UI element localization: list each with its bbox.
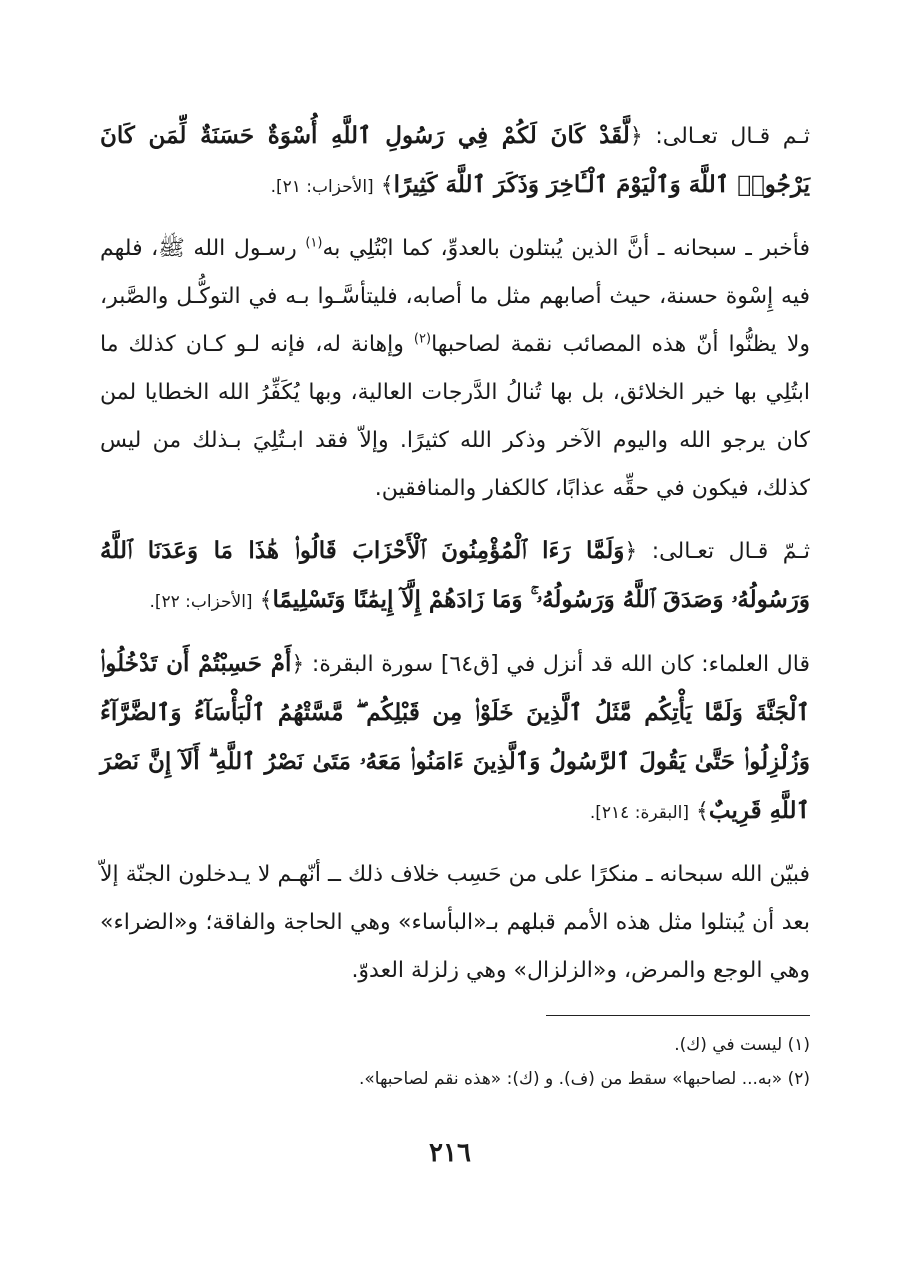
- commentary-text: وإهانة له، فإنه لـو كـان كذلك ما ابتُلِي بها خير الخلائق، بل بها تُنالُ الدَّرجات العالية، وبها يُكَفِّرُ الله الخطايا لمن كان يرجو الله واليوم الآخر وذكر الله كثيرًا. وإلاّ فقد ابـتُلِيَ بـذلك من ليس كذلك، فيكون في حقِّه عذابًا، كالكفار والمنافقين.: [100, 332, 810, 501]
- verse-close-bracket: ﴾: [259, 588, 273, 613]
- commentary-paragraph-1: [100, 225, 810, 513]
- footnote-1: [100, 1028, 810, 1062]
- commentary-text: رسـول الله ﷺ، فلهم فيه إِسْوة حسنة، حيث أصابهم مثل ما أصابه، فليتأسَّـوا بـه في التوكُّـل والصَّبر، ولا يظنُّوا أنّ هذه المصائب نقمة لصاحبها: [100, 236, 810, 357]
- footnote-number: (١): [787, 1035, 810, 1055]
- footnote-text: ليست في (ك).: [674, 1035, 783, 1055]
- footnote-marker: (١): [305, 235, 323, 251]
- footnote-text: «به... لصاحبها» سقط من (ف). و (ك): «هذه نقم لصاحبها».: [358, 1069, 783, 1089]
- verse-reference: [البقرة: ٢١٤].: [589, 803, 689, 823]
- commentary-text: فأخبر ـ سبحانه ـ أنَّ الذين يُبتلون بالعدوِّ، كما ابْتُلِي به: [322, 236, 810, 261]
- footnote-marker: (٢): [413, 331, 432, 347]
- footnotes: [100, 1028, 810, 1096]
- citation-intro: قال العلماء: كان الله قد أنزل في [ق٦٤] سورة البقرة: ﴿: [291, 652, 811, 677]
- page-body: [100, 112, 810, 1009]
- citation-intro: ثـمّ قـال تعـالى: ﴿: [624, 539, 810, 564]
- commentary-text: فبيّن الله سبحانه ـ منكرًا على من حَسِب خلاف ذلك ــ أنّهـم لا يـدخلون الجنّة إلاّ بعد أن يُبتلوا مثل هذه الأمم قبلهم بـ«البأساء» وهي الحاجة والفاقة؛ و«الضراء» وهي الوجع والمرض، و«الزلزال» وهي زلزلة العدوّ.: [100, 862, 810, 983]
- commentary-paragraph-2: [100, 851, 810, 995]
- quran-citation-paragraph-3: [100, 640, 810, 837]
- quran-citation-paragraph-2: [100, 527, 810, 626]
- quran-verse: أَمْ حَسِبْتُمْ أَن تَدْخُلُوا۟ ٱلْجَنَّةَ وَلَمَّا يَأْتِكُم مَّثَلُ ٱلَّذِينَ خَلَوْا۟ مِن قَبْلِكُم ۖ مَّسَّتْهُمُ ٱلْبَأْسَآءُ وَٱلضَّرَّآءُ وَزُلْزِلُوا۟ حَتَّىٰ يَقُولَ ٱلرَّسُولُ وَٱلَّذِينَ ءَامَنُوا۟ مَعَهُۥ مَتَىٰ نَصْرُ ٱللَّهِ ۗ أَلَآ إِنَّ نَصْرَ ٱللَّهِ قَرِيبٌ: [100, 650, 810, 824]
- verse-close-bracket: ﴾: [380, 173, 394, 198]
- quran-citation-paragraph-1: [100, 112, 810, 211]
- footnote-2: [100, 1062, 810, 1096]
- footnote-number: (٢): [787, 1069, 810, 1089]
- verse-close-bracket: ﴾: [696, 799, 709, 824]
- footnote-separator: [546, 1015, 810, 1016]
- citation-intro: ثـم قـال تعـالى: ﴿: [629, 124, 810, 149]
- quran-verse: لَّقَدْ كَانَ لَكُمْ فِي رَسُولِ ٱللَّهِ أُسْوَةٌ حَسَنَةٌ لِّمَن كَانَ يَرْجُوا۟ ٱللَّهَ وَٱلْيَوْمَ ٱلْـَٔاخِرَ وَذَكَرَ ٱللَّهَ كَثِيرًا: [100, 122, 810, 198]
- quran-verse: وَلَمَّا رَءَا ٱلْمُؤْمِنُونَ ٱلْأَحْزَابَ قَالُوا۟ هَٰذَا مَا وَعَدَنَا ٱللَّهُ وَرَسُولُهُۥ وَصَدَقَ ٱللَّهُ وَرَسُولُهُۥ ۚ وَمَا زَادَهُمْ إِلَّآ إِيمَٰنًا وَتَسْلِيمًا: [100, 537, 810, 613]
- verse-reference: [الأحزاب: ٢٢].: [149, 592, 253, 612]
- verse-reference: [الأحزاب: ٢١].: [270, 177, 374, 197]
- page-number: ٢١٦: [429, 1138, 471, 1168]
